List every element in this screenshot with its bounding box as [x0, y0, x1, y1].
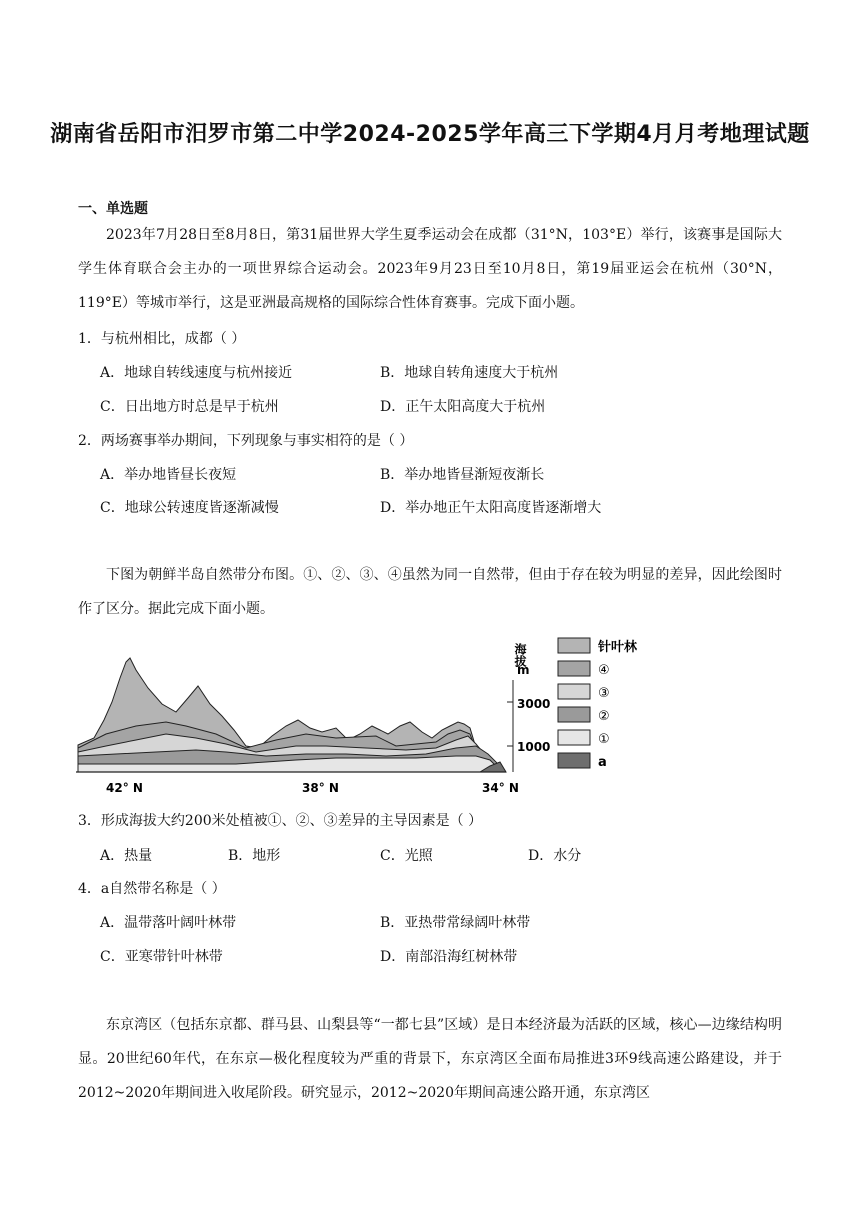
section-heading: 一、单选题 — [78, 201, 148, 217]
legend-label-conifer: 针叶林 — [598, 640, 638, 655]
y-tick-1000: 1000 — [517, 740, 551, 754]
passage-3: 东京湾区（包括东京都、群马县、山梨县等“一都七县”区域）是日本经济最为活跃的区域，核心—边缘结构明显。20世纪60年代，在东京—极化程度较为严重的背景下，东京湾区全面布局推进3环9线高速公路建设，并于2012~2020年期间进入收尾阶段。研究显示，2012~2020年期间高速公路开通，东京湾区 — [78, 1017, 782, 1101]
legend-swatch-1 — [558, 730, 590, 745]
question-3-stem: 3．形成海拔大约200米处植被①、②、③差异的主导因素是（ ） — [78, 813, 483, 829]
q3-option-c: C．光照 — [380, 848, 433, 864]
legend-swatch-conifer — [558, 638, 590, 653]
question-1-stem: 1．与杭州相比，成都（ ） — [78, 331, 246, 347]
q3-option-d: D．水分 — [528, 848, 582, 864]
q2-option-b: B．举办地皆昼渐短夜渐长 — [380, 467, 545, 483]
q2-option-c: C．地球公转速度皆逐渐减慢 — [100, 500, 279, 516]
page-title: 湖南省岳阳市汨罗市第二中学2024-2025学年高三下学期4月月考地理试题 — [50, 122, 810, 147]
legend-label-a: a — [598, 755, 607, 770]
y-axis-label: 海拔 — [513, 643, 527, 667]
x-tick-42n: 42° N — [106, 781, 143, 795]
legend-swatch-2 — [558, 707, 590, 722]
q3-option-b: B．地形 — [228, 848, 281, 864]
legend-label-1: ① — [598, 732, 610, 747]
q1-option-a: A．地球自转线速度与杭州接近 — [100, 365, 293, 381]
q4-option-b: B．亚热带常绿阔叶林带 — [380, 915, 531, 931]
legend-swatch-a — [558, 753, 590, 768]
q1-option-b: B．地球自转角速度大于杭州 — [380, 365, 559, 381]
x-tick-34n: 34° N — [482, 781, 519, 795]
legend-label-4: ④ — [598, 663, 610, 678]
x-tick-38n: 38° N — [302, 781, 339, 795]
question-2-stem: 2．两场赛事举办期间，下列现象与事实相符的是（ ） — [78, 433, 414, 449]
passage-2: 下图为朝鲜半岛自然带分布图。①、②、③、④虽然为同一自然带，但由于存在较为明显的差异，因此绘图时作了区分。据此完成下面小题。 — [78, 567, 782, 617]
q4-option-d: D．南部沿海红树林带 — [380, 949, 518, 965]
legend-label-2: ② — [598, 709, 610, 724]
q4-option-c: C．亚寒带针叶林带 — [100, 949, 223, 965]
y-axis-unit: m — [517, 663, 530, 677]
legend-swatch-3 — [558, 684, 590, 699]
legend-swatch-4 — [558, 661, 590, 676]
q1-option-c: C．日出地方时总是早于杭州 — [100, 399, 279, 415]
q4-option-a: A．温带落叶阔叶林带 — [100, 915, 237, 931]
legend-label-3: ③ — [598, 686, 610, 701]
q3-option-a: A．热量 — [100, 848, 153, 864]
y-tick-3000: 3000 — [517, 697, 551, 711]
passage-1: 2023年7月28日至8月8日，第31届世界大学生夏季运动会在成都（31°N，103°E）举行，该赛事是国际大学生体育联合会主办的一项世界综合运动会。2023年9月23日至10月8日，第19届亚运会在杭州（30°N，119°E）等城市举行，这是亚洲最高规格的国际综合性体育赛事。完成下面小题。 — [78, 227, 782, 311]
q2-option-d: D．举办地正午太阳高度皆逐渐增大 — [380, 500, 602, 516]
question-4-stem: 4．a自然带名称是（ ） — [78, 881, 226, 897]
vegetation-zone-figure — [76, 630, 638, 798]
q1-option-d: D．正午太阳高度大于杭州 — [380, 399, 546, 415]
q2-option-a: A．举办地皆昼长夜短 — [100, 467, 237, 483]
